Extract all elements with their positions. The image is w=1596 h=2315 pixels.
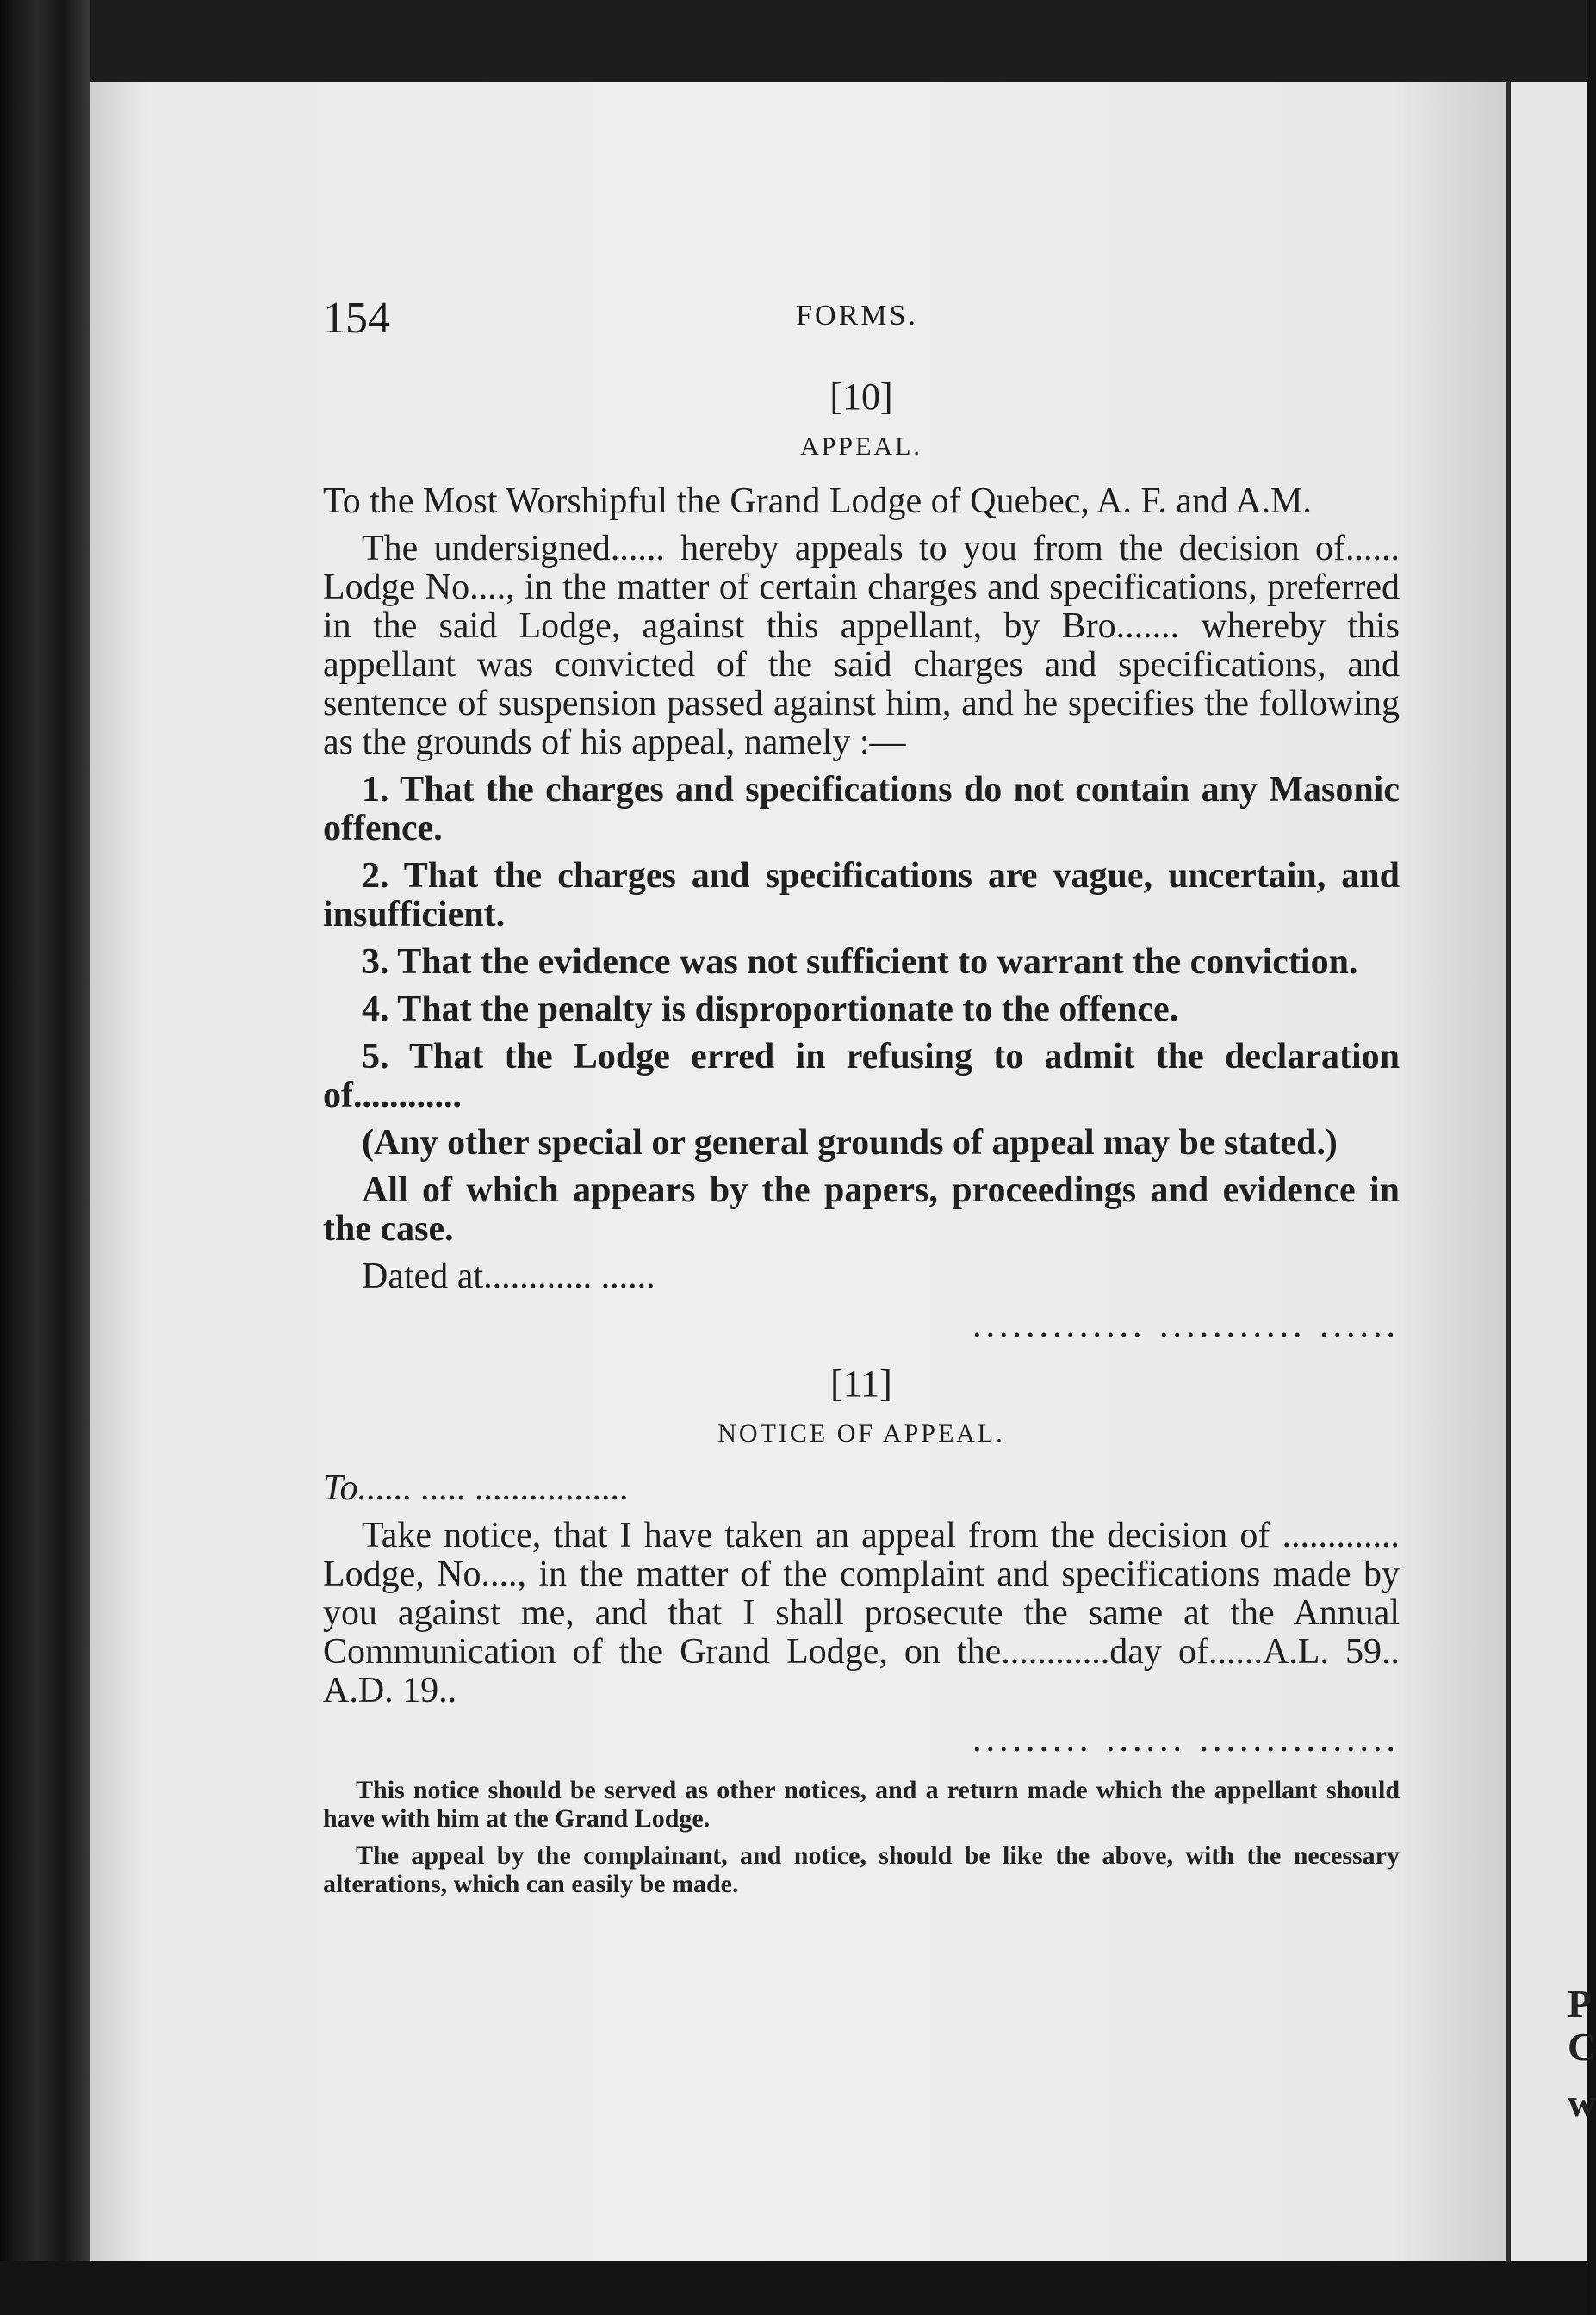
ground-1: 1. That the charges and specifications do not contain any Masonic offence. [323,769,1400,848]
notice-body: Take notice, that I have taken an appeal from the decision of ............. Lodge, No...., in the matter of the complaint and specifications made by you against me, and that I shall prosecute the same at the Annual Communication of the Grand Lodge, on the............day of......A.L. 59.. A.D. 19.. [323,1515,1400,1710]
appeal-body: The undersigned...... hereby appeals to you from the decision of...... Lodge No...., in the matter of certain charges and specifications, preferred in the said Lodge, against this appellant, by Bro....... whereby this appellant was convicted of the said charges and specifications, and sentence of suspension passed against him, and he specifies the following as the grounds of his appeal, namely :— [323,528,1400,762]
book-spine [0,0,90,2315]
service-note: This notice should be served as other notices, and a return made which the appellant should have with him at the Grand Lodge. [323,1775,1400,1833]
signature-line: ......... ...... ............... [972,1719,1400,1760]
address-line: To the Most Worshipful the Grand Lodge of Quebec, A. F. and A.M. [323,481,1312,521]
all-of-which: All of which appears by the papers, proceedings and evidence in the case. [323,1170,1400,1249]
adjacent-page [1511,82,1596,2261]
special-grounds-note: (Any other special or general grounds of appeal may be stated.) [362,1122,1338,1163]
ground-5: 5. That the Lodge erred in refusing to admit the declaration of............ [323,1036,1400,1115]
adjacent-page-fragment: C [1568,2025,1596,2069]
to-line: To...... ..... ................. [323,1468,630,1508]
form-10-appeal [323,375,1400,1907]
adjacent-page-fragment: P [1568,1982,1593,2026]
adjacent-page-fragment: w [1568,2081,1596,2125]
form-title: NOTICE OF APPEAL. [717,1418,1005,1448]
dated-line: Dated at............ ...... [362,1256,655,1296]
signature-line: ............. ........... ...... [972,1305,1400,1345]
running-head [323,293,1391,344]
running-title: FORMS. [796,300,918,332]
ground-4: 4. That the penalty is disproportionate to the offence. [362,989,1179,1029]
complainant-note: The appeal by the complainant, and notice, should be like the above, with the necessary alterations, which can easily be made. [323,1840,1400,1898]
form-number: [10] [829,375,893,418]
page-number: 154 [323,294,390,343]
ground-3: 3. That the evidence was not sufficient to warrant the conviction. [362,941,1358,982]
scanner-frame-top [0,0,1587,82]
scanner-frame-bottom [0,2261,1587,2315]
ground-2: 2. That the charges and specifications are vague, uncertain, and insufficient. [323,855,1400,934]
form-number: [11] [830,1362,892,1405]
form-title: APPEAL. [800,431,922,461]
